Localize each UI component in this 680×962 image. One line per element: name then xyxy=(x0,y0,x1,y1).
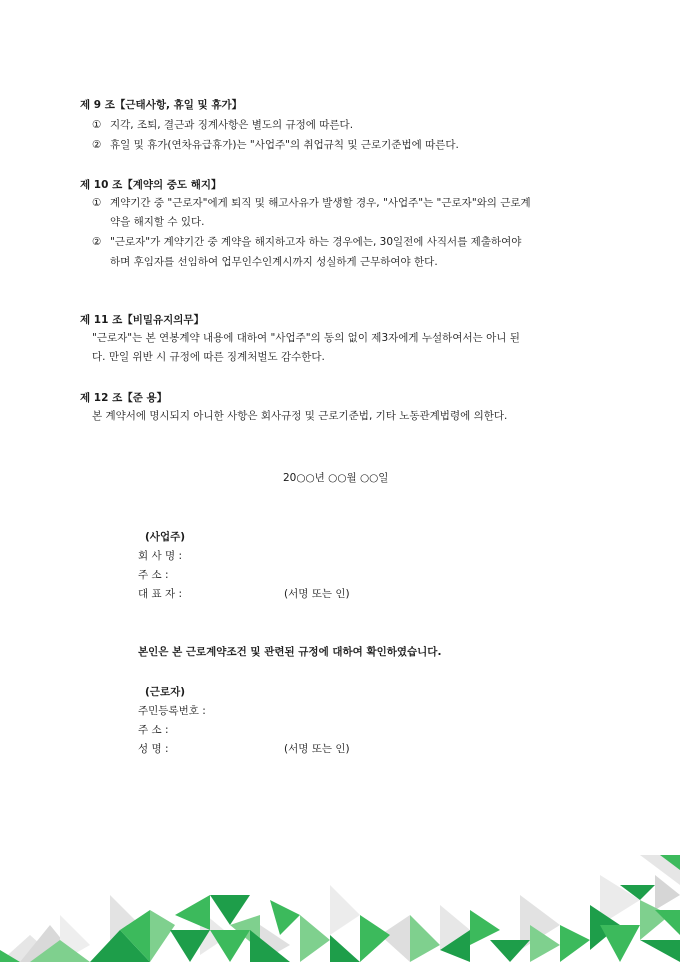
employer-company-label: 회 사 명 : xyxy=(138,550,182,562)
item-text: 지각, 조퇴, 결근과 징계사항은 별도의 규정에 따른다. xyxy=(110,119,354,131)
item-number: ② xyxy=(92,139,102,151)
article-10-item-1 xyxy=(92,193,531,213)
item-text: 휴일 및 휴가(연차유급휴가)는 "사업주"의 취업규칙 및 근로기준법에 따른다. xyxy=(110,139,459,151)
employer-rep-label: 대 표 자 : xyxy=(138,588,182,600)
article-12-heading: 제 12 조【준 용】 xyxy=(80,392,168,404)
article-10-item-2 xyxy=(92,232,521,252)
employee-name-label: 성 명 : xyxy=(138,743,169,755)
contract-date: 20○○년 ○○월 ○○일 xyxy=(283,472,389,484)
item-number: ② xyxy=(92,236,102,248)
article-11-text-line-1: "근로자"는 본 연봉계약 내용에 대하여 "사업주"의 동의 없이 제3자에게 누설하여서는 아니 된 xyxy=(92,332,520,344)
article-10-heading: 제 10 조【계약의 중도 해지】 xyxy=(80,179,222,191)
item-number: ① xyxy=(92,119,102,131)
footer-decoration xyxy=(0,855,680,962)
article-11-heading: 제 11 조【비밀유지의무】 xyxy=(80,314,205,326)
footer-triangles xyxy=(0,855,680,962)
item-text-line-1: 계약기간 중 "근로자"에게 퇴직 및 해고사유가 발생할 경우, "사업주"는 "근로자"와의 근로계 xyxy=(110,197,531,209)
employer-title: (사업주) xyxy=(145,531,186,543)
article-9-item-1 xyxy=(92,115,353,135)
employee-title: (근로자) xyxy=(145,686,186,698)
item-text-line-1: "근로자"가 계약기간 중 계약을 해지하고자 하는 경우에는, 30일전에 사직서를 제출하여야 xyxy=(110,236,522,248)
employee-signature: (서명 또는 인) xyxy=(284,743,350,755)
article-11-text-line-2: 다. 만일 위반 시 규정에 따른 징계처벌도 감수한다. xyxy=(92,351,325,363)
article-12-text: 본 계약서에 명시되지 아니한 사항은 회사규정 및 근로기준법, 기타 노동관계법령에 의한다. xyxy=(92,410,508,422)
article-10-item-2-cont: 하며 후임자를 선임하여 업무인수인계시까지 성실하게 근무하여야 한다. xyxy=(110,256,438,268)
employee-address-label: 주 소 : xyxy=(138,724,169,736)
article-10-item-1-cont: 약을 해지할 수 있다. xyxy=(110,216,205,228)
employer-signature: (서명 또는 인) xyxy=(284,588,350,600)
confirmation-statement: 본인은 본 근로계약조건 및 관련된 규정에 대하여 확인하였습니다. xyxy=(138,646,442,658)
employer-address-label: 주 소 : xyxy=(138,569,169,581)
article-9-heading: 제 9 조【근태사항, 휴일 및 휴가】 xyxy=(80,99,243,111)
employee-id-label: 주민등록번호 : xyxy=(138,705,206,717)
article-9-item-2 xyxy=(92,135,459,155)
item-number: ① xyxy=(92,197,102,209)
